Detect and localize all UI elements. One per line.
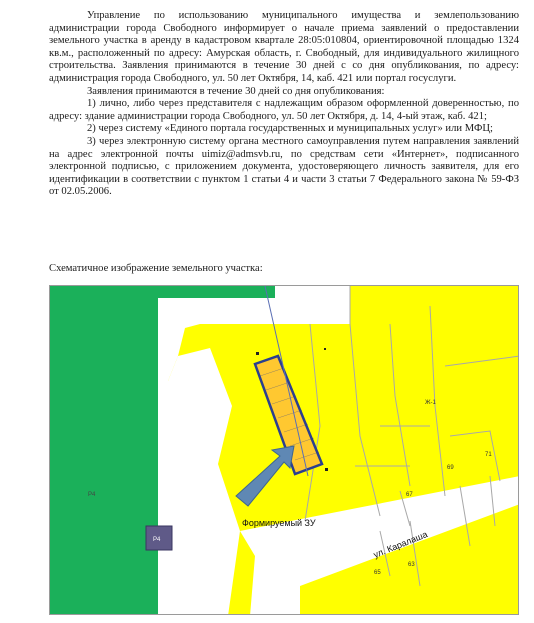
house-number-69: 69 (447, 465, 454, 471)
house-number-67: 67 (406, 492, 413, 498)
notice-item-1: 1) лично, либо через представителя с надлежащим образом оформленной доверенностью, по адресу: здание администрации города Свободного, ул. 50 лет Октября, д. 14, 4-ый этаж, каб. 421; (49, 98, 519, 122)
notice-paragraph-1: Управление по использованию муниципального имущества и землепользованию администрации города Свободного информирует о начале приема заявлений о предоставлении земельного участка в аренду в кадастровом квартале 28:05:010804, ориентировочной площадью 1324 кв.м., расположенный по адресу: Амурская область, г. Свободный, для индивидуального жилищного строительства. Заявления принимаются в течение 30 дней с со дня опубликования, по адресу: администрация города Свободного, ул. 50 лет Октября, 14, каб. 421 или портал госуслуги. (49, 10, 519, 84)
house-number-63: 63 (408, 562, 415, 568)
map-caption: Схематичное изображение земельного участка: (49, 263, 263, 274)
plot-label: Формируемый ЗУ (242, 518, 316, 528)
street-label: ул. Каралаша (372, 529, 429, 560)
notice-item-3: 3) через электронную систему органа местного самоуправления путем направления заявлений на адрес электронной почты uimiz@admsvb.ru, по средствам сети «Интернет», подписанного электронной подписью, с приложением документа, удостоверяющего личность заявителя, для его идентификации в соответствии с пунктом 1 статьи 4 и части 3 статьи 7 Федерального закона № 59-ФЗ от 02.05.2006. (49, 135, 519, 198)
land-plot-map (49, 285, 519, 615)
zone-label: Ж-1 (425, 400, 436, 406)
notice-item-2: 2) через систему «Единого портала государственных и муниципальных услуг» или МФЦ; (87, 123, 493, 135)
notice-paragraph-2: Заявления принимаются в течение 30 дней со дня опубликования: (87, 85, 385, 97)
house-number-65: 65 (374, 570, 381, 576)
green-zone-label: Р4 (88, 492, 96, 498)
house-number-71: 71 (485, 452, 492, 458)
notice-text (49, 10, 519, 199)
building-label: Р4 (153, 537, 161, 543)
